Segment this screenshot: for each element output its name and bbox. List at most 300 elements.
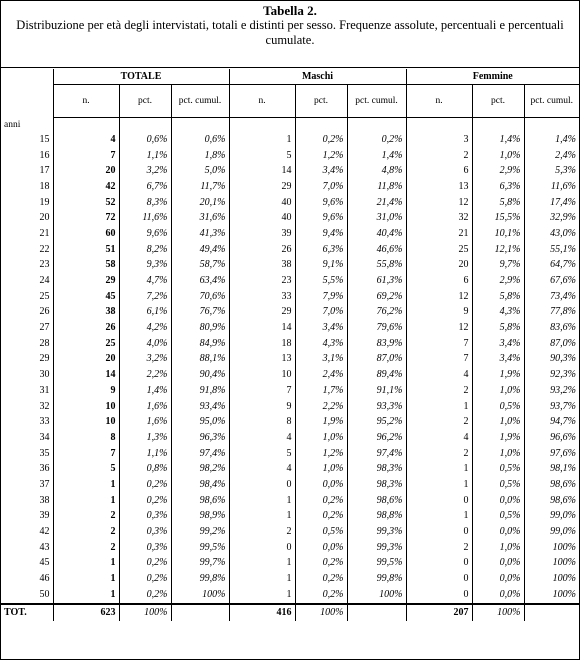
cell-total-n: 52 xyxy=(53,195,119,211)
cell-male-pct: 3,4% xyxy=(295,163,347,179)
cell-male-pct-cumul: 98,3% xyxy=(347,461,406,477)
cell-female-pct-cumul: 93,2% xyxy=(550,384,576,396)
cell-age: 23 xyxy=(1,258,53,274)
cell-female-pct: 0,0% xyxy=(472,493,524,509)
cell-male-n: 7 xyxy=(229,383,295,399)
cell-female-n: 2 xyxy=(406,383,472,399)
cell-male-pct: 0,5% xyxy=(295,524,347,540)
cell-male-pct: 0,0% xyxy=(295,540,347,556)
cell-male-n: 1 xyxy=(229,587,295,604)
cell-female-pct: 1,0% xyxy=(472,414,524,430)
cell-age: 28 xyxy=(1,336,53,352)
cell-male-pct: 1,0% xyxy=(295,430,347,446)
total-n: 623 xyxy=(53,604,119,621)
cell-male-pct: 2,2% xyxy=(295,399,347,415)
cell-female-pct: 1,4% xyxy=(472,132,524,148)
totals-label: TOT. xyxy=(1,604,53,621)
cell-female-n: 6 xyxy=(406,163,472,179)
cell-male-pct-cumul: 100% xyxy=(347,587,406,604)
table-title: Tabella 2. xyxy=(263,3,317,18)
cell-male-n: 0 xyxy=(229,540,295,556)
cell-total-pct: 6,1% xyxy=(119,305,171,321)
subcolumn-header-row xyxy=(1,85,579,118)
cell-female-pct-cumul: 32,9% xyxy=(550,212,576,224)
cell-male-n: 0 xyxy=(229,477,295,493)
cell-total-pct-cumul: 99,2% xyxy=(171,524,229,540)
cell-male-pct-cumul: 11,8% xyxy=(347,179,406,195)
cell-total-n: 29 xyxy=(53,273,119,289)
cell-total-pct-cumul: 95,0% xyxy=(171,414,229,430)
group-header-maschi: Maschi xyxy=(229,69,406,85)
cell-age: 15 xyxy=(1,132,53,148)
cell-female-pct: 0,0% xyxy=(472,571,524,587)
cell-female-pct-cumul: 43,0% xyxy=(550,227,576,239)
cell-total-n: 72 xyxy=(53,210,119,226)
row-header-label: anni xyxy=(1,118,53,133)
cell-total-pct-cumul: 63,4% xyxy=(171,273,229,289)
cell-female-pct-cumul: 87,0% xyxy=(550,337,576,349)
table-row xyxy=(1,226,579,242)
cell-total-n: 4 xyxy=(53,132,119,148)
cell-female-pct: 3,4% xyxy=(472,352,524,368)
cell-male-pct-cumul: 97,4% xyxy=(347,446,406,462)
col-header-pct-cumul: pct. cumul. xyxy=(524,85,579,118)
cell-male-pct-cumul: 99,5% xyxy=(347,556,406,572)
cell-female-n: 2 xyxy=(406,540,472,556)
cell-total-pct: 8,3% xyxy=(119,195,171,211)
cell-female-pct: 0,5% xyxy=(472,477,524,493)
cell-age: 50 xyxy=(1,587,53,604)
cell-female-n: 9 xyxy=(406,305,472,321)
table-caption xyxy=(1,1,579,68)
cell-male-n: 14 xyxy=(229,163,295,179)
cell-female-pct: 1,9% xyxy=(472,367,524,383)
cell-male-n: 13 xyxy=(229,352,295,368)
cell-male-n: 38 xyxy=(229,258,295,274)
table-subtitle: Distribuzione per età degli intervistati, totali e distinti per sesso. Frequenze assolute, percentuali e percentuali cumulate. xyxy=(16,18,564,47)
cell-total-pct-cumul: 41,3% xyxy=(171,226,229,242)
cell-male-pct-cumul: 69,2% xyxy=(347,289,406,305)
cell-total-n: 7 xyxy=(53,148,119,164)
cell-female-pct-cumul: 90,3% xyxy=(550,353,576,365)
group-header-totale: TOTALE xyxy=(53,69,229,85)
cell-female-pct: 3,4% xyxy=(472,336,524,352)
cell-female-n: 6 xyxy=(406,273,472,289)
cell-total-n: 25 xyxy=(53,336,119,352)
cell-total-pct-cumul: 1,8% xyxy=(171,148,229,164)
cell-total-pct-cumul: 99,8% xyxy=(171,571,229,587)
cell-total-pct: 0,2% xyxy=(119,587,171,604)
cell-female-n: 1 xyxy=(406,477,472,493)
cell-total-pct-cumul: 99,5% xyxy=(171,540,229,556)
cell-age: 30 xyxy=(1,367,53,383)
cell-total-pct-cumul: 88,1% xyxy=(171,352,229,368)
col-header-n: n. xyxy=(406,85,472,118)
cell-age: 36 xyxy=(1,461,53,477)
cell-total-n: 42 xyxy=(53,179,119,195)
table-row xyxy=(1,540,579,556)
table-row xyxy=(1,210,579,226)
cell-female-pct-cumul: 67,6% xyxy=(550,275,576,287)
cell-total-pct-cumul: 98,9% xyxy=(171,509,229,525)
cell-male-n: 1 xyxy=(229,493,295,509)
cell-male-pct-cumul: 21,4% xyxy=(347,195,406,211)
cell-age: 45 xyxy=(1,556,53,572)
cell-female-pct-cumul: 98,6% xyxy=(550,494,576,506)
cell-male-n: 40 xyxy=(229,195,295,211)
cell-total-n: 45 xyxy=(53,289,119,305)
cell-female-n: 32 xyxy=(406,210,472,226)
cell-female-pct-cumul: 93,7% xyxy=(550,400,576,412)
cell-total-pct: 0,6% xyxy=(119,132,171,148)
table-row xyxy=(1,446,579,462)
cell-total-pct: 1,3% xyxy=(119,430,171,446)
cell-male-n: 29 xyxy=(229,179,295,195)
cell-female-n: 2 xyxy=(406,148,472,164)
cell-total-n: 38 xyxy=(53,305,119,321)
cell-male-pct-cumul: 98,3% xyxy=(347,477,406,493)
cell-female-pct: 15,5% xyxy=(472,210,524,226)
cell-male-pct-cumul: 99,8% xyxy=(347,571,406,587)
cell-male-pct: 0,2% xyxy=(295,587,347,604)
cell-total-pct-cumul: 90,4% xyxy=(171,367,229,383)
cell-age: 32 xyxy=(1,399,53,415)
cell-age: 22 xyxy=(1,242,53,258)
cell-total-pct: 9,6% xyxy=(119,226,171,242)
table-row xyxy=(1,132,579,148)
cell-female-pct: 5,8% xyxy=(472,289,524,305)
cell-age: 33 xyxy=(1,414,53,430)
cell-age: 17 xyxy=(1,163,53,179)
cell-total-pct: 6,7% xyxy=(119,179,171,195)
cell-female-pct-cumul: 1,4% xyxy=(555,133,576,145)
male-total-n: 416 xyxy=(229,604,295,621)
cell-male-n: 1 xyxy=(229,556,295,572)
cell-male-pct: 1,2% xyxy=(295,446,347,462)
cell-male-n: 18 xyxy=(229,336,295,352)
cell-female-pct-cumul: 64,7% xyxy=(550,259,576,271)
cell-total-pct: 9,3% xyxy=(119,258,171,274)
cell-male-pct: 0,2% xyxy=(295,509,347,525)
cell-total-pct-cumul: 49,4% xyxy=(171,242,229,258)
cell-total-pct-cumul: 98,6% xyxy=(171,493,229,509)
cell-total-n: 9 xyxy=(53,383,119,399)
cell-male-n: 33 xyxy=(229,289,295,305)
cell-female-pct: 0,0% xyxy=(472,556,524,572)
cell-total-pct-cumul: 91,8% xyxy=(171,383,229,399)
cell-female-pct-cumul: 100% xyxy=(552,573,576,585)
cell-female-pct: 6,3% xyxy=(472,179,524,195)
cell-total-pct-cumul: 11,7% xyxy=(171,179,229,195)
cell-female-pct: 0,5% xyxy=(472,461,524,477)
cell-total-n: 1 xyxy=(53,571,119,587)
cell-female-pct: 12,1% xyxy=(472,242,524,258)
cell-age: 46 xyxy=(1,571,53,587)
cell-male-pct-cumul: 76,2% xyxy=(347,305,406,321)
cell-female-pct-cumul: 98,6% xyxy=(550,478,576,490)
table-row xyxy=(1,320,579,336)
cell-male-n: 5 xyxy=(229,446,295,462)
male-total-pct: 100% xyxy=(295,604,347,621)
cell-total-pct-cumul: 99,7% xyxy=(171,556,229,572)
female-total-n: 207 xyxy=(406,604,472,621)
table-row xyxy=(1,383,579,399)
cell-total-pct: 0,2% xyxy=(119,493,171,509)
table-row xyxy=(1,195,579,211)
cell-female-n: 7 xyxy=(406,336,472,352)
table-row xyxy=(1,179,579,195)
cell-male-pct: 7,9% xyxy=(295,289,347,305)
cell-female-pct-cumul: 55,1% xyxy=(550,243,576,255)
cell-female-n: 1 xyxy=(406,461,472,477)
cell-male-pct-cumul: 99,3% xyxy=(347,524,406,540)
table-row xyxy=(1,430,579,446)
table-row xyxy=(1,509,579,525)
cell-age: 37 xyxy=(1,477,53,493)
table-row xyxy=(1,258,579,274)
cell-female-pct-cumul: 11,6% xyxy=(550,180,576,192)
cell-male-pct: 0,2% xyxy=(295,132,347,148)
cell-male-pct-cumul: 98,6% xyxy=(347,493,406,509)
cell-male-pct-cumul: 99,3% xyxy=(347,540,406,556)
cell-total-pct: 1,1% xyxy=(119,446,171,462)
cell-total-n: 1 xyxy=(53,477,119,493)
table-row xyxy=(1,399,579,415)
table-row xyxy=(1,461,579,477)
cell-female-pct-cumul: 100% xyxy=(552,541,576,553)
female-total-pct: 100% xyxy=(472,604,524,621)
cell-male-pct: 1,9% xyxy=(295,414,347,430)
cell-female-n: 0 xyxy=(406,524,472,540)
cell-female-n: 0 xyxy=(406,587,472,604)
cell-male-pct-cumul: 91,1% xyxy=(347,383,406,399)
cell-male-pct-cumul: 0,2% xyxy=(347,132,406,148)
cell-total-n: 1 xyxy=(53,556,119,572)
cell-male-pct-cumul: 46,6% xyxy=(347,242,406,258)
cell-total-pct-cumul: 20,1% xyxy=(171,195,229,211)
cell-total-pct: 3,2% xyxy=(119,163,171,179)
cell-total-pct: 0,8% xyxy=(119,461,171,477)
cell-male-pct-cumul: 98,8% xyxy=(347,509,406,525)
cell-age: 29 xyxy=(1,352,53,368)
cell-male-pct: 3,4% xyxy=(295,320,347,336)
cell-total-pct-cumul: 84,9% xyxy=(171,336,229,352)
cell-age: 21 xyxy=(1,226,53,242)
cell-male-n: 1 xyxy=(229,571,295,587)
cell-total-pct-cumul: 97,4% xyxy=(171,446,229,462)
cell-female-pct-cumul: 97,6% xyxy=(550,447,576,459)
cell-male-pct: 1,2% xyxy=(295,148,347,164)
cell-male-n: 1 xyxy=(229,509,295,525)
cell-male-n: 5 xyxy=(229,148,295,164)
cell-female-pct: 0,0% xyxy=(472,587,524,604)
cell-total-pct-cumul: 80,9% xyxy=(171,320,229,336)
cell-female-pct: 0,5% xyxy=(472,509,524,525)
col-header-pct: pct. xyxy=(295,85,347,118)
cell-female-pct-cumul: 100% xyxy=(552,557,576,569)
cell-age: 43 xyxy=(1,540,53,556)
cell-total-n: 60 xyxy=(53,226,119,242)
col-header-n: n. xyxy=(229,85,295,118)
cell-age: 25 xyxy=(1,289,53,305)
group-header-femmine: Femmine xyxy=(406,69,579,85)
cell-female-pct-cumul: 83,6% xyxy=(550,322,576,334)
cell-female-n: 1 xyxy=(406,399,472,415)
cell-female-pct-cumul: 96,6% xyxy=(550,431,576,443)
cell-female-pct: 9,7% xyxy=(472,258,524,274)
table-row xyxy=(1,305,579,321)
cell-total-pct-cumul: 93,4% xyxy=(171,399,229,415)
cell-female-pct: 5,8% xyxy=(472,195,524,211)
table-row xyxy=(1,477,579,493)
table-row xyxy=(1,524,579,540)
table-row xyxy=(1,148,579,164)
table-row xyxy=(1,367,579,383)
cell-total-pct: 0,2% xyxy=(119,571,171,587)
cell-female-n: 12 xyxy=(406,320,472,336)
cell-female-pct: 1,0% xyxy=(472,446,524,462)
cell-male-pct-cumul: 93,3% xyxy=(347,399,406,415)
cell-male-pct-cumul: 40,4% xyxy=(347,226,406,242)
table-row xyxy=(1,336,579,352)
cell-female-pct-cumul: 92,3% xyxy=(550,369,576,381)
row-header-row xyxy=(1,118,579,133)
cell-female-pct-cumul: 100% xyxy=(552,588,576,600)
cell-female-n: 13 xyxy=(406,179,472,195)
cell-female-pct-cumul: 99,0% xyxy=(550,510,576,522)
cell-total-pct: 1,1% xyxy=(119,148,171,164)
cell-total-pct-cumul: 5,0% xyxy=(171,163,229,179)
col-header-n: n. xyxy=(53,85,119,118)
cell-female-n: 0 xyxy=(406,571,472,587)
cell-age: 24 xyxy=(1,273,53,289)
cell-male-n: 10 xyxy=(229,367,295,383)
totals-row xyxy=(1,604,579,621)
cell-total-pct: 0,3% xyxy=(119,524,171,540)
cell-total-pct: 0,2% xyxy=(119,477,171,493)
cell-female-n: 25 xyxy=(406,242,472,258)
table-row xyxy=(1,556,579,572)
cell-total-n: 1 xyxy=(53,493,119,509)
cell-male-n: 39 xyxy=(229,226,295,242)
cell-female-pct-cumul: 2,4% xyxy=(555,149,576,161)
cell-female-n: 4 xyxy=(406,430,472,446)
cell-female-pct: 1,9% xyxy=(472,430,524,446)
cell-total-n: 2 xyxy=(53,524,119,540)
col-header-pct-cumul: pct. cumul. xyxy=(347,85,406,118)
cell-female-pct-cumul: 99,0% xyxy=(550,526,576,538)
cell-female-n: 7 xyxy=(406,352,472,368)
table-row xyxy=(1,414,579,430)
table-row xyxy=(1,571,579,587)
cell-age: 16 xyxy=(1,148,53,164)
cell-age: 34 xyxy=(1,430,53,446)
cell-age: 20 xyxy=(1,210,53,226)
cell-total-pct: 4,2% xyxy=(119,320,171,336)
cell-total-n: 26 xyxy=(53,320,119,336)
cell-total-pct: 1,6% xyxy=(119,414,171,430)
corner-cell xyxy=(1,85,53,118)
table-row xyxy=(1,493,579,509)
col-header-pct: pct. xyxy=(472,85,524,118)
cell-male-pct: 4,3% xyxy=(295,336,347,352)
col-header-pct: pct. xyxy=(119,85,171,118)
cell-total-n: 14 xyxy=(53,367,119,383)
table-row xyxy=(1,289,579,305)
cell-total-n: 1 xyxy=(53,587,119,604)
cell-male-pct: 2,4% xyxy=(295,367,347,383)
cell-male-n: 29 xyxy=(229,305,295,321)
cell-male-pct: 0,2% xyxy=(295,556,347,572)
cell-male-pct-cumul: 79,6% xyxy=(347,320,406,336)
cell-female-n: 12 xyxy=(406,195,472,211)
cell-total-n: 7 xyxy=(53,446,119,462)
cell-total-pct: 8,2% xyxy=(119,242,171,258)
cell-total-n: 8 xyxy=(53,430,119,446)
cell-total-pct: 4,7% xyxy=(119,273,171,289)
cell-male-pct-cumul: 55,8% xyxy=(347,258,406,274)
cell-age: 39 xyxy=(1,509,53,525)
cell-female-n: 0 xyxy=(406,556,472,572)
cell-male-pct: 1,7% xyxy=(295,383,347,399)
cell-male-pct: 0,0% xyxy=(295,477,347,493)
cell-total-pct: 1,4% xyxy=(119,383,171,399)
cell-female-pct: 1,0% xyxy=(472,540,524,556)
cell-female-pct: 2,9% xyxy=(472,273,524,289)
cell-female-n: 4 xyxy=(406,367,472,383)
group-header-row xyxy=(1,69,579,85)
cell-female-n: 20 xyxy=(406,258,472,274)
cell-age: 35 xyxy=(1,446,53,462)
cell-total-pct-cumul: 96,3% xyxy=(171,430,229,446)
cell-total-pct-cumul: 70,6% xyxy=(171,289,229,305)
cell-total-pct-cumul: 100% xyxy=(171,587,229,604)
cell-female-pct: 2,9% xyxy=(472,163,524,179)
cell-age: 27 xyxy=(1,320,53,336)
cell-total-pct: 3,2% xyxy=(119,352,171,368)
cell-total-pct: 7,2% xyxy=(119,289,171,305)
table-row xyxy=(1,163,579,179)
cell-male-pct-cumul: 96,2% xyxy=(347,430,406,446)
cell-female-pct-cumul: 77,8% xyxy=(550,306,576,318)
cell-total-pct-cumul: 76,7% xyxy=(171,305,229,321)
cell-male-pct-cumul: 4,8% xyxy=(347,163,406,179)
cell-male-n: 26 xyxy=(229,242,295,258)
cell-female-pct-cumul: 73,4% xyxy=(550,290,576,302)
cell-female-pct: 5,8% xyxy=(472,320,524,336)
cell-age: 19 xyxy=(1,195,53,211)
cell-age: 31 xyxy=(1,383,53,399)
cell-female-n: 0 xyxy=(406,493,472,509)
cell-male-pct: 9,1% xyxy=(295,258,347,274)
corner-cell xyxy=(1,69,53,85)
cell-total-pct-cumul: 98,4% xyxy=(171,477,229,493)
cell-female-n: 3 xyxy=(406,132,472,148)
cell-total-pct-cumul: 98,2% xyxy=(171,461,229,477)
cell-total-n: 58 xyxy=(53,258,119,274)
cell-total-pct: 2,2% xyxy=(119,367,171,383)
cell-male-pct: 5,5% xyxy=(295,273,347,289)
cell-female-pct: 1,0% xyxy=(472,148,524,164)
cell-male-n: 4 xyxy=(229,430,295,446)
cell-female-n: 1 xyxy=(406,509,472,525)
cell-male-pct: 1,0% xyxy=(295,461,347,477)
cell-male-pct-cumul: 89,4% xyxy=(347,367,406,383)
cell-total-n: 10 xyxy=(53,414,119,430)
cell-total-pct-cumul: 0,6% xyxy=(171,132,229,148)
cell-female-n: 2 xyxy=(406,446,472,462)
cell-male-n: 23 xyxy=(229,273,295,289)
